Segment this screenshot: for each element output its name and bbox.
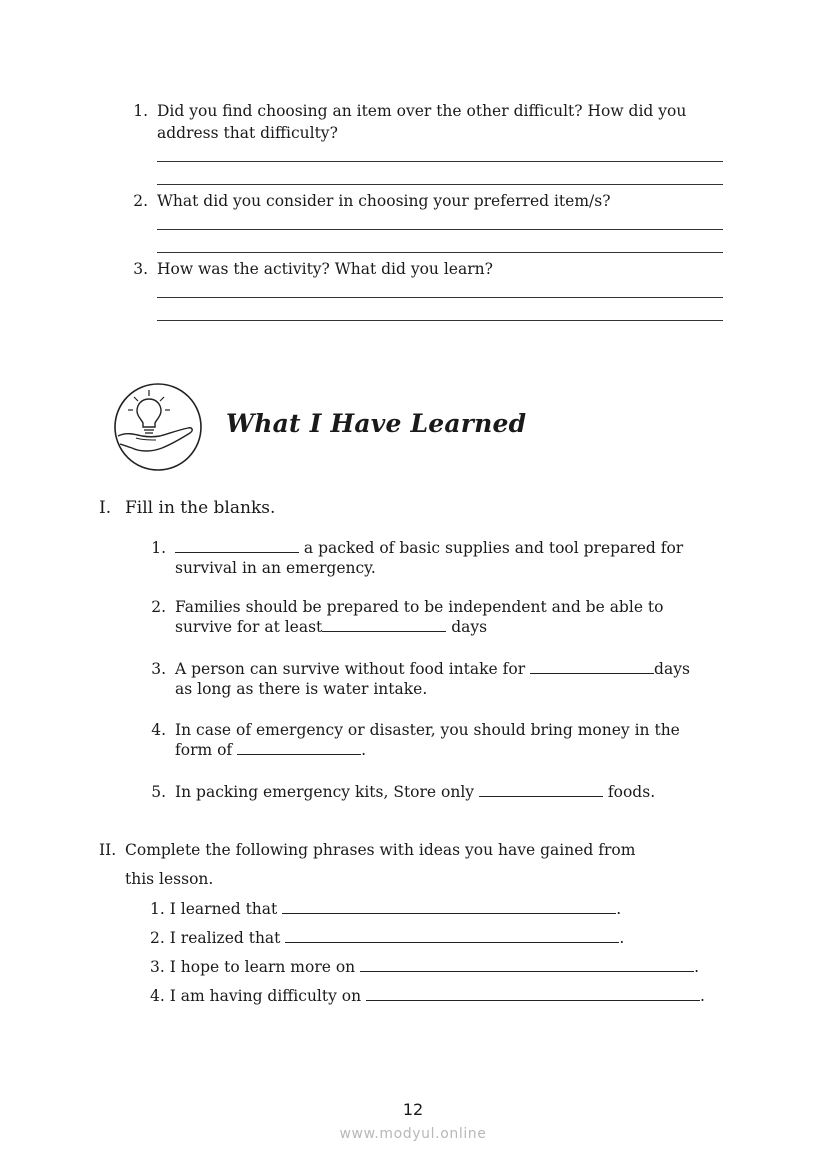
question-3-text: How was the activity? What did you learn?: [157, 260, 493, 278]
phrase-item-2: [150, 928, 624, 948]
part-1-instruction: Fill in the blanks.: [125, 498, 276, 518]
phrase-blank-2[interactable]: [285, 928, 619, 943]
fill-blank-5[interactable]: [479, 782, 603, 797]
fill-item-2-cont: [175, 617, 487, 637]
answer-line[interactable]: [157, 320, 723, 321]
page-number: 12: [402, 1100, 424, 1119]
fill-blank-4[interactable]: [237, 740, 361, 755]
question-2-text: What did you consider in choosing your preferred item/s?: [157, 192, 611, 210]
fill-item-4-number: 4.: [151, 721, 166, 739]
section-title: What I Have Learned: [226, 409, 527, 438]
answer-line[interactable]: [157, 297, 723, 298]
fill-item-1: [175, 538, 683, 558]
phrase-blank-3[interactable]: [360, 957, 694, 972]
part-1-label: I.: [99, 498, 112, 518]
fill-item-3-number: 3.: [151, 660, 166, 678]
fill-item-5-pre: In packing emergency kits, Store only: [175, 783, 479, 801]
lightbulb-hand-icon: [112, 382, 204, 472]
fill-item-1-cont: survival in an emergency.: [175, 559, 376, 577]
phrase-item-3: [150, 957, 699, 977]
phrase-blank-1[interactable]: [282, 899, 616, 914]
fill-item-1-text: a packed of basic supplies and tool prepared for: [299, 539, 684, 557]
phrase-item-4-text: I am having difficulty on: [169, 987, 367, 1005]
fill-blank-2[interactable]: [322, 617, 446, 632]
phrase-item-2-number: 2.: [150, 929, 165, 947]
question-3-number: 3.: [133, 260, 148, 278]
fill-item-2-post: days: [446, 618, 488, 636]
question-2-number: 2.: [133, 192, 148, 210]
question-1-number: 1.: [133, 102, 148, 120]
question-1-text-cont: address that difficulty?: [157, 124, 338, 142]
question-1-text: Did you find choosing an item over the other difficult? How did you: [157, 102, 687, 120]
fill-item-4-pre: form of: [175, 741, 238, 759]
fill-item-5-number: 5.: [151, 783, 166, 801]
fill-item-2-number: 2.: [151, 598, 166, 616]
phrase-item-3-end: .: [694, 958, 700, 976]
answer-line[interactable]: [157, 184, 723, 185]
fill-item-3-post: days: [654, 660, 690, 678]
phrase-item-4-number: 4.: [150, 987, 165, 1005]
watermark: www.modyul.online: [339, 1126, 487, 1142]
phrase-item-3-text: I hope to learn more on: [169, 958, 361, 976]
phrase-item-3-number: 3.: [150, 958, 165, 976]
phrase-item-4: [150, 986, 705, 1006]
fill-item-4-cont: [175, 740, 366, 760]
fill-item-3-cont: as long as there is water intake.: [175, 680, 428, 698]
phrase-item-2-text: I realized that: [169, 929, 286, 947]
phrase-item-1-end: .: [616, 900, 622, 918]
phrase-item-4-end: .: [700, 987, 705, 1005]
fill-item-2-text: Families should be prepared to be independent and be able to: [175, 598, 664, 616]
phrase-item-1-text: I learned that: [169, 900, 283, 918]
fill-item-3: [175, 659, 690, 679]
fill-item-4-post: .: [361, 741, 367, 759]
part-2-instruction: Complete the following phrases with ideas you have gained from: [125, 841, 636, 859]
answer-line[interactable]: [157, 161, 723, 162]
answer-line[interactable]: [157, 252, 723, 253]
phrase-blank-4[interactable]: [366, 986, 700, 1001]
part-2-instruction-cont: this lesson.: [125, 870, 214, 888]
answer-line[interactable]: [157, 229, 723, 230]
fill-item-2-pre: survive for at least: [175, 618, 323, 636]
phrase-item-1-number: 1.: [150, 900, 165, 918]
fill-blank-1[interactable]: [175, 538, 299, 553]
fill-item-4-text: In case of emergency or disaster, you should bring money in the: [175, 721, 680, 739]
fill-blank-3[interactable]: [530, 659, 654, 674]
part-2-label: II.: [99, 841, 117, 859]
fill-item-5-post: foods.: [602, 783, 656, 801]
fill-item-3-pre: A person can survive without food intake for: [175, 660, 531, 678]
fill-item-5: [175, 782, 655, 802]
phrase-item-1: [150, 899, 621, 919]
fill-item-1-number: 1.: [151, 539, 166, 557]
phrase-item-2-end: .: [619, 929, 625, 947]
